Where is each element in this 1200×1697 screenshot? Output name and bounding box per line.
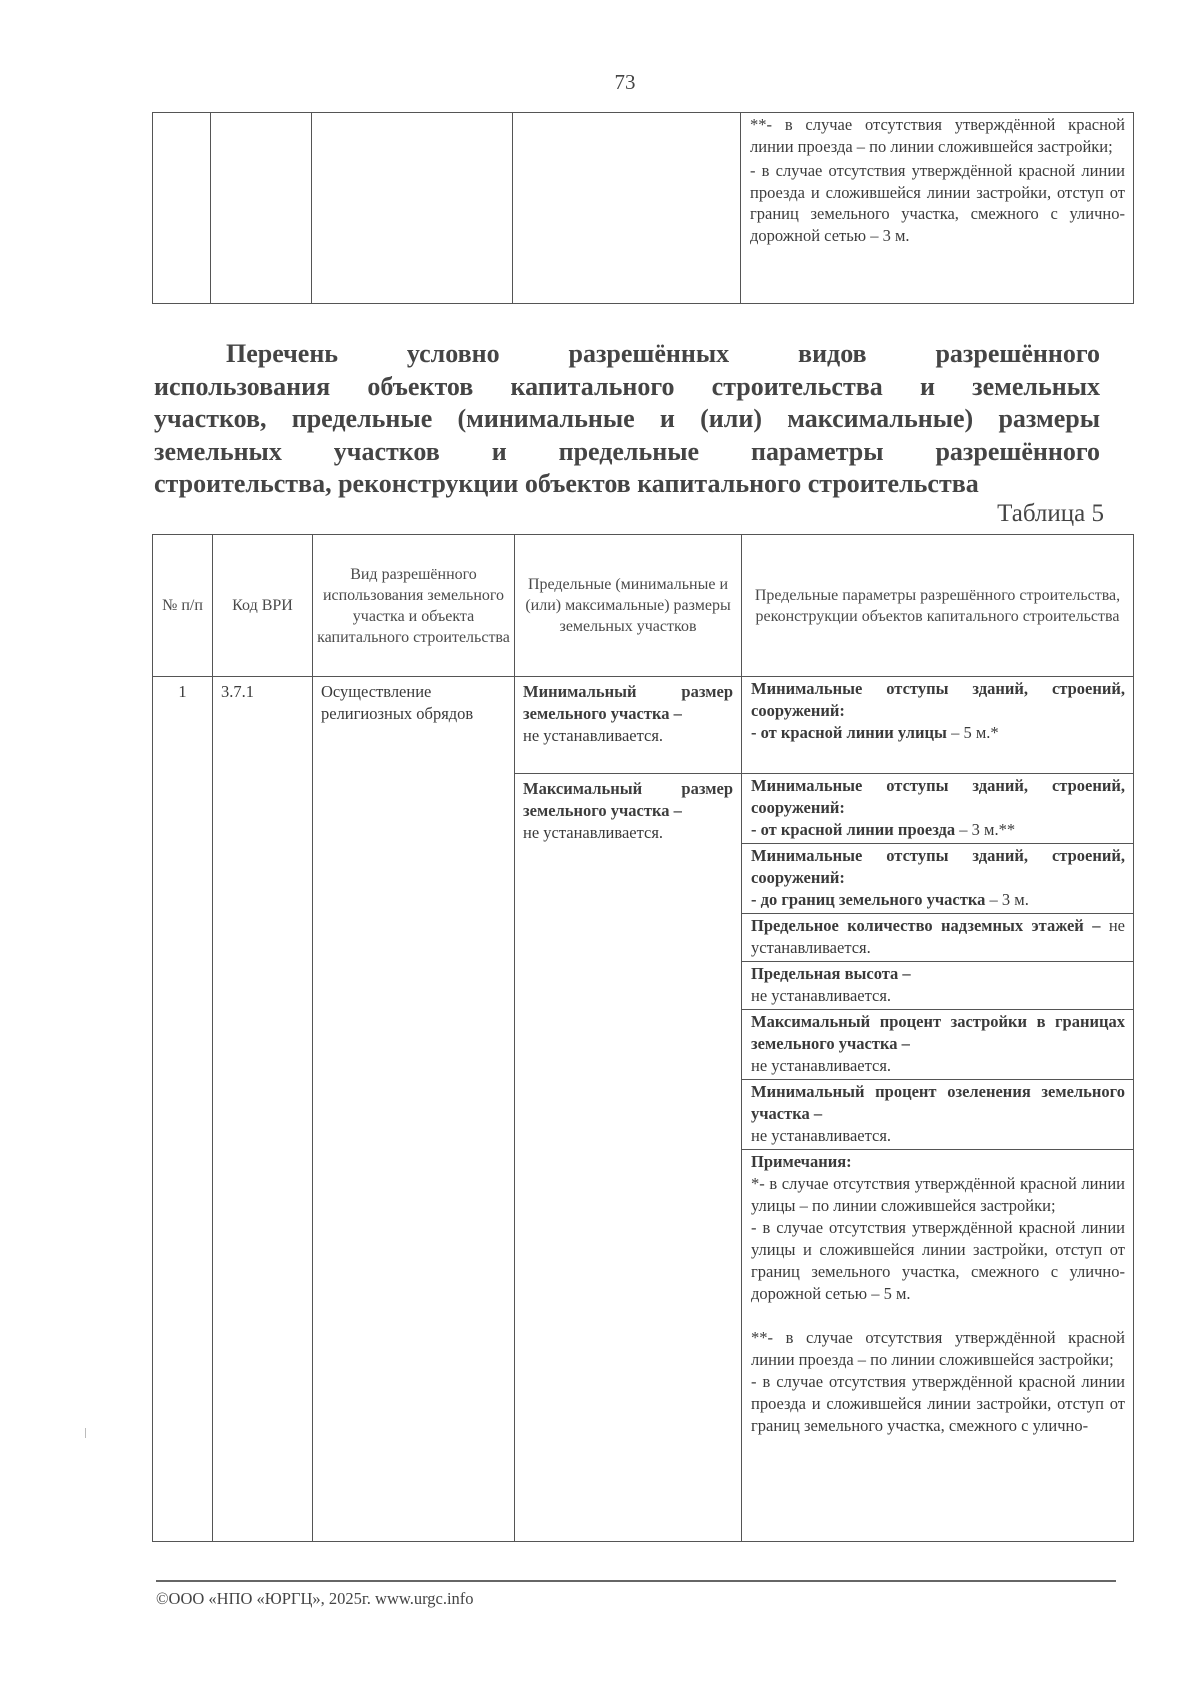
param-cell bbox=[742, 1010, 1134, 1080]
header-params: Предельные параметры разрешённого строительства, реконструкции объектов капитального строительства bbox=[742, 535, 1134, 677]
param-title: Минимальные отступы зданий, строений, сооружений: bbox=[751, 846, 1125, 887]
param-subtitle: - до границ земельного участка bbox=[751, 890, 986, 909]
param-title: Предельная высота – bbox=[751, 964, 911, 983]
table-header-row bbox=[153, 535, 1134, 677]
min-size-cell bbox=[515, 677, 742, 774]
header-kind: Вид разрешённого использования земельного участка и объекта капитального строительства bbox=[313, 535, 515, 677]
param-cell bbox=[742, 1080, 1134, 1150]
footer-divider bbox=[156, 1580, 1116, 1582]
section-heading bbox=[154, 338, 1100, 501]
param-value: не устанавливается. bbox=[751, 1056, 892, 1075]
param-cell bbox=[742, 962, 1134, 1010]
continuation-table bbox=[152, 112, 1134, 304]
row-kind: Осуществление религиозных обрядов bbox=[313, 677, 515, 1542]
note-spacer bbox=[751, 1305, 1125, 1327]
cont-cell-sizes bbox=[513, 113, 741, 304]
note-1: *- в случае отсутствия утверждённой красной линии улицы – по линии сложившейся застройки; bbox=[751, 1174, 1125, 1215]
param-title: Предельное количество надземных этажей – bbox=[751, 916, 1101, 935]
note-2: - в случае отсутствия утверждённой красной линии улицы и сложившейся линии застройки, отступ от границ земельного участка, смежного с улично-дорожной сетью – 5 м. bbox=[751, 1218, 1125, 1303]
param-subtitle: - от красной линии проезда bbox=[751, 820, 956, 839]
heading-line: земельных участков и предельные параметры разрешённого bbox=[154, 436, 1100, 466]
cont-cell-code bbox=[211, 113, 312, 304]
cont-cell-params bbox=[741, 113, 1134, 304]
table-row bbox=[153, 677, 1134, 774]
param-cell bbox=[742, 914, 1134, 962]
page-number: 73 bbox=[614, 70, 636, 94]
header-sizes: Предельные (минимальные и (или) максимальные) размеры земельных участков bbox=[515, 535, 742, 677]
max-size-label: Максимальный размер земельного участка – bbox=[523, 779, 733, 820]
heading-line: Перечень условно разрешённых видов разрешённого bbox=[226, 339, 1100, 368]
max-size-value: не устанавливается. bbox=[523, 823, 664, 842]
zoning-table bbox=[152, 534, 1134, 1542]
heading-line: использования объектов капитального строительства и земельных bbox=[154, 371, 1100, 401]
param-value: – 5 м.* bbox=[946, 723, 999, 742]
cont-note-1: **- в случае отсутствия утверждённой красной линии проезда – по линии сложившейся застройки; bbox=[750, 115, 1125, 156]
min-size-label: Минимальный размер земельного участка – bbox=[523, 682, 733, 723]
heading-line: строительства, реконструкции объектов капитального строительства bbox=[154, 469, 979, 498]
param-title: Максимальный процент застройки в границах земельного участка – bbox=[751, 1012, 1125, 1053]
note-4: - в случае отсутствия утверждённой красной линии проезда и сложившейся линии застройки, отступ от границ земельного участка, смежного с улично- bbox=[751, 1372, 1125, 1435]
param-subtitle: - от красной линии улицы bbox=[751, 723, 947, 742]
cont-cell-num bbox=[153, 113, 211, 304]
scan-artifact bbox=[85, 1428, 86, 1438]
param-value: не устанавливается. bbox=[751, 916, 1125, 957]
note-3: **- в случае отсутствия утверждённой красной линии проезда – по линии сложившейся застройки; bbox=[751, 1328, 1125, 1369]
param-cell bbox=[742, 677, 1134, 774]
param-title: Минимальные отступы зданий, строений, сооружений: bbox=[751, 679, 1125, 720]
max-size-cell bbox=[515, 774, 742, 1542]
header-num: № п/п bbox=[153, 535, 213, 677]
param-title: Минимальные отступы зданий, строений, сооружений: bbox=[751, 776, 1125, 817]
param-value: – 3 м.** bbox=[955, 820, 1016, 839]
heading-line: участков, предельные (минимальные и (или) максимальные) размеры bbox=[154, 404, 1100, 433]
notes-cell bbox=[742, 1150, 1134, 1542]
param-value: – 3 м. bbox=[985, 890, 1029, 909]
param-title: Минимальный процент озеленения земельного участка – bbox=[751, 1082, 1125, 1123]
row-num: 1 bbox=[153, 677, 213, 1542]
cont-cell-kind bbox=[312, 113, 513, 304]
param-value: не устанавливается. bbox=[751, 1126, 892, 1145]
footer-copyright: ©ООО «НПО «ЮРГЦ», 2025г. www.urgc.info bbox=[156, 1589, 474, 1608]
param-cell bbox=[742, 774, 1134, 844]
param-cell bbox=[742, 844, 1134, 914]
cont-note-2: - в случае отсутствия утверждённой красной линии проезда и сложившейся линии застройки, отступ от границ земельного участка, смежного с улично-дорожной сетью – 3 м. bbox=[750, 161, 1125, 245]
param-value: не устанавливается. bbox=[751, 986, 892, 1005]
header-code: Код ВРИ bbox=[213, 535, 313, 677]
min-size-value: не устанавливается. bbox=[523, 726, 664, 745]
row-code: 3.7.1 bbox=[213, 677, 313, 1542]
notes-title: Примечания: bbox=[751, 1152, 852, 1171]
table-label: Таблица 5 bbox=[997, 500, 1104, 527]
